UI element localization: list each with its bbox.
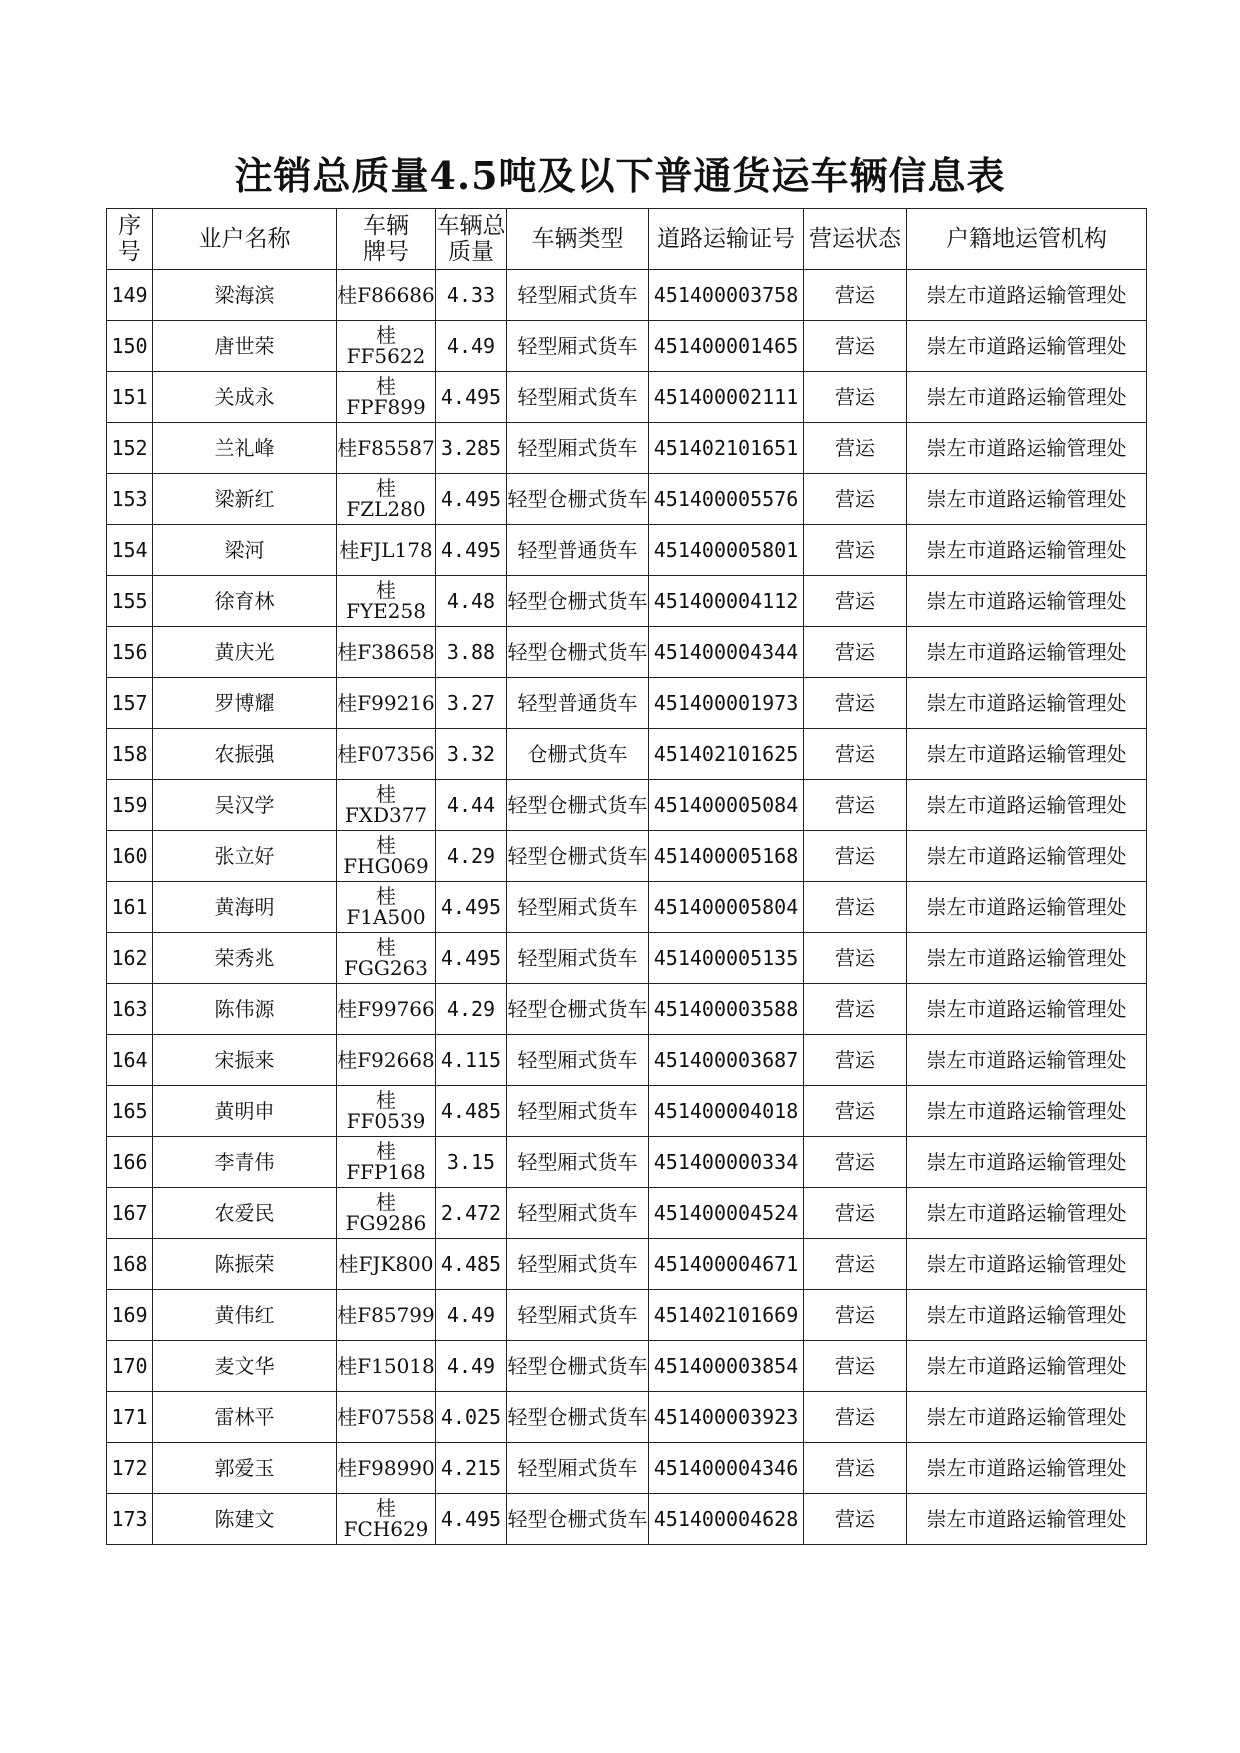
cell-org: 崇左市道路运输管理处 xyxy=(907,627,1147,678)
cell-mass: 3.27 xyxy=(436,678,507,729)
cell-owner: 梁海滨 xyxy=(153,270,337,321)
cell-plate: 桂F99216 xyxy=(337,678,436,729)
cell-vehicle-type: 轻型普通货车 xyxy=(507,525,649,576)
cell-owner: 荣秀兆 xyxy=(153,933,337,984)
cell-org: 崇左市道路运输管理处 xyxy=(907,1392,1147,1443)
cell-status: 营运 xyxy=(804,474,907,525)
cell-vehicle-type: 轻型仓栅式货车 xyxy=(507,576,649,627)
cell-status: 营运 xyxy=(804,984,907,1035)
cell-no: 169 xyxy=(107,1290,153,1341)
cell-vehicle-type: 轻型仓栅式货车 xyxy=(507,474,649,525)
table-row xyxy=(107,270,1147,321)
cell-org: 崇左市道路运输管理处 xyxy=(907,984,1147,1035)
cell-no: 154 xyxy=(107,525,153,576)
cell-status: 营运 xyxy=(804,882,907,933)
cell-plate: 桂FJL178 xyxy=(337,525,436,576)
cell-owner: 陈建文 xyxy=(153,1494,337,1545)
cell-plate: 桂FF0539 xyxy=(337,1086,436,1137)
cell-mass: 3.32 xyxy=(436,729,507,780)
cell-permit-no: 451400005801 xyxy=(649,525,804,576)
cell-plate: 桂FPF899 xyxy=(337,372,436,423)
cell-status: 营运 xyxy=(804,627,907,678)
header-plate-line2: 牌号 xyxy=(363,239,409,265)
cell-permit-no: 451402101625 xyxy=(649,729,804,780)
cell-status: 营运 xyxy=(804,1035,907,1086)
table-row xyxy=(107,882,1147,933)
cell-no: 172 xyxy=(107,1443,153,1494)
cell-owner: 张立好 xyxy=(153,831,337,882)
table-row xyxy=(107,984,1147,1035)
cell-permit-no: 451400004346 xyxy=(649,1443,804,1494)
cell-owner: 麦文华 xyxy=(153,1341,337,1392)
cell-mass: 3.285 xyxy=(436,423,507,474)
cell-no: 164 xyxy=(107,1035,153,1086)
cell-plate: 桂F99766 xyxy=(337,984,436,1035)
cell-status: 营运 xyxy=(804,1290,907,1341)
cell-vehicle-type: 轻型仓栅式货车 xyxy=(507,1341,649,1392)
header-plate xyxy=(337,209,436,270)
cell-org: 崇左市道路运输管理处 xyxy=(907,729,1147,780)
header-owner: 业户名称 xyxy=(153,209,337,270)
cell-owner: 黄明申 xyxy=(153,1086,337,1137)
cell-no: 162 xyxy=(107,933,153,984)
header-type: 车辆类型 xyxy=(507,209,649,270)
cell-no: 149 xyxy=(107,270,153,321)
cell-no: 159 xyxy=(107,780,153,831)
cell-vehicle-type: 轻型厢式货车 xyxy=(507,882,649,933)
cell-owner: 吴汉学 xyxy=(153,780,337,831)
cell-owner: 郭爱玉 xyxy=(153,1443,337,1494)
cell-status: 营运 xyxy=(804,1341,907,1392)
cell-owner: 黄伟红 xyxy=(153,1290,337,1341)
cell-mass: 4.495 xyxy=(436,372,507,423)
cell-no: 166 xyxy=(107,1137,153,1188)
cell-mass: 4.44 xyxy=(436,780,507,831)
cell-status: 营运 xyxy=(804,933,907,984)
cell-permit-no: 451400003758 xyxy=(649,270,804,321)
cell-no: 161 xyxy=(107,882,153,933)
table-row xyxy=(107,831,1147,882)
cell-mass: 4.48 xyxy=(436,576,507,627)
cell-permit-no: 451400004524 xyxy=(649,1188,804,1239)
cell-permit-no: 451400004628 xyxy=(649,1494,804,1545)
cell-permit-no: 451400005576 xyxy=(649,474,804,525)
cell-vehicle-type: 轻型厢式货车 xyxy=(507,1443,649,1494)
header-mass-line2: 质量 xyxy=(448,239,494,265)
cell-org: 崇左市道路运输管理处 xyxy=(907,1188,1147,1239)
cell-owner: 陈伟源 xyxy=(153,984,337,1035)
cell-vehicle-type: 轻型厢式货车 xyxy=(507,321,649,372)
cell-mass: 3.88 xyxy=(436,627,507,678)
table-row xyxy=(107,321,1147,372)
cell-no: 168 xyxy=(107,1239,153,1290)
cell-permit-no: 451400004018 xyxy=(649,1086,804,1137)
cell-mass: 4.215 xyxy=(436,1443,507,1494)
cell-vehicle-type: 轻型厢式货车 xyxy=(507,933,649,984)
cell-org: 崇左市道路运输管理处 xyxy=(907,1290,1147,1341)
page-title: 注销总质量4.5吨及以下普通货运车辆信息表 xyxy=(234,153,1006,198)
cell-permit-no: 451400005168 xyxy=(649,831,804,882)
cell-plate: 桂F1A500 xyxy=(337,882,436,933)
cell-plate: 桂F86686 xyxy=(337,270,436,321)
cell-plate: 桂FFP168 xyxy=(337,1137,436,1188)
cell-no: 156 xyxy=(107,627,153,678)
cell-permit-no: 451402101669 xyxy=(649,1290,804,1341)
cell-permit-no: 451400000334 xyxy=(649,1137,804,1188)
cell-no: 173 xyxy=(107,1494,153,1545)
cell-owner: 农爱民 xyxy=(153,1188,337,1239)
cell-plate: 桂FYE258 xyxy=(337,576,436,627)
cell-plate: 桂F98990 xyxy=(337,1443,436,1494)
cell-status: 营运 xyxy=(804,1392,907,1443)
cell-mass: 4.025 xyxy=(436,1392,507,1443)
cell-mass: 4.495 xyxy=(436,933,507,984)
cell-vehicle-type: 轻型厢式货车 xyxy=(507,270,649,321)
cell-org: 崇左市道路运输管理处 xyxy=(907,1341,1147,1392)
cell-status: 营运 xyxy=(804,831,907,882)
cell-vehicle-type: 轻型厢式货车 xyxy=(507,372,649,423)
cell-owner: 梁新红 xyxy=(153,474,337,525)
header-no: 序号 xyxy=(107,209,153,270)
cell-no: 150 xyxy=(107,321,153,372)
cell-no: 167 xyxy=(107,1188,153,1239)
cell-status: 营运 xyxy=(804,1239,907,1290)
header-row xyxy=(107,209,1147,270)
cell-permit-no: 451400005804 xyxy=(649,882,804,933)
cell-permit-no: 451400001973 xyxy=(649,678,804,729)
table-row xyxy=(107,1443,1147,1494)
cell-org: 崇左市道路运输管理处 xyxy=(907,678,1147,729)
cell-org: 崇左市道路运输管理处 xyxy=(907,474,1147,525)
cell-permit-no: 451402101651 xyxy=(649,423,804,474)
cell-owner: 农振强 xyxy=(153,729,337,780)
cell-status: 营运 xyxy=(804,1137,907,1188)
table-row xyxy=(107,1341,1147,1392)
cell-plate: 桂FGG263 xyxy=(337,933,436,984)
cell-permit-no: 451400003687 xyxy=(649,1035,804,1086)
cell-vehicle-type: 轻型厢式货车 xyxy=(507,1086,649,1137)
cell-plate: 桂FHG069 xyxy=(337,831,436,882)
table-row xyxy=(107,525,1147,576)
cell-mass: 4.115 xyxy=(436,1035,507,1086)
cell-owner: 兰礼峰 xyxy=(153,423,337,474)
header-org: 户籍地运管机构 xyxy=(907,209,1147,270)
cell-mass: 4.495 xyxy=(436,525,507,576)
cell-vehicle-type: 轻型仓栅式货车 xyxy=(507,1392,649,1443)
cell-plate: 桂F07356 xyxy=(337,729,436,780)
cell-org: 崇左市道路运输管理处 xyxy=(907,525,1147,576)
cell-owner: 陈振荣 xyxy=(153,1239,337,1290)
cell-mass: 4.49 xyxy=(436,321,507,372)
cell-plate: 桂FZL280 xyxy=(337,474,436,525)
cell-permit-no: 451400003923 xyxy=(649,1392,804,1443)
cell-plate: 桂F85799 xyxy=(337,1290,436,1341)
cell-permit-no: 451400005135 xyxy=(649,933,804,984)
cell-status: 营运 xyxy=(804,372,907,423)
cell-vehicle-type: 轻型仓栅式货车 xyxy=(507,984,649,1035)
table-row xyxy=(107,1494,1147,1545)
cell-owner: 唐世荣 xyxy=(153,321,337,372)
cell-mass: 4.33 xyxy=(436,270,507,321)
cell-mass: 4.495 xyxy=(436,882,507,933)
cell-org: 崇左市道路运输管理处 xyxy=(907,1494,1147,1545)
cell-owner: 关成永 xyxy=(153,372,337,423)
cell-status: 营运 xyxy=(804,270,907,321)
cell-vehicle-type: 轻型厢式货车 xyxy=(507,1035,649,1086)
cell-vehicle-type: 轻型厢式货车 xyxy=(507,1137,649,1188)
cell-org: 崇左市道路运输管理处 xyxy=(907,1239,1147,1290)
cell-org: 崇左市道路运输管理处 xyxy=(907,372,1147,423)
table-row xyxy=(107,1035,1147,1086)
table-row xyxy=(107,1188,1147,1239)
cell-owner: 宋振来 xyxy=(153,1035,337,1086)
header-status: 营运状态 xyxy=(804,209,907,270)
table-row xyxy=(107,1290,1147,1341)
cell-vehicle-type: 轻型厢式货车 xyxy=(507,1290,649,1341)
table-row xyxy=(107,423,1147,474)
cell-permit-no: 451400001465 xyxy=(649,321,804,372)
cell-status: 营运 xyxy=(804,678,907,729)
table-body xyxy=(107,270,1147,1545)
cell-permit-no: 451400004112 xyxy=(649,576,804,627)
cell-permit-no: 451400002111 xyxy=(649,372,804,423)
cell-org: 崇左市道路运输管理处 xyxy=(907,1137,1147,1188)
cell-no: 155 xyxy=(107,576,153,627)
cell-org: 崇左市道路运输管理处 xyxy=(907,933,1147,984)
cell-status: 营运 xyxy=(804,1443,907,1494)
table-row xyxy=(107,729,1147,780)
cell-status: 营运 xyxy=(804,729,907,780)
cell-org: 崇左市道路运输管理处 xyxy=(907,780,1147,831)
cell-plate: 桂F07558 xyxy=(337,1392,436,1443)
table-row xyxy=(107,576,1147,627)
cell-plate: 桂F15018 xyxy=(337,1341,436,1392)
table-row xyxy=(107,933,1147,984)
cell-mass: 3.15 xyxy=(436,1137,507,1188)
cell-no: 151 xyxy=(107,372,153,423)
cell-vehicle-type: 轻型普通货车 xyxy=(507,678,649,729)
cell-mass: 4.29 xyxy=(436,984,507,1035)
table-row xyxy=(107,627,1147,678)
cell-vehicle-type: 轻型仓栅式货车 xyxy=(507,1494,649,1545)
cell-status: 营运 xyxy=(804,780,907,831)
header-plate-line1: 车辆 xyxy=(363,213,409,239)
header-mass-line1: 车辆总 xyxy=(436,213,506,239)
cell-owner: 黄庆光 xyxy=(153,627,337,678)
table-row xyxy=(107,1086,1147,1137)
cell-plate: 桂FF5622 xyxy=(337,321,436,372)
cell-org: 崇左市道路运输管理处 xyxy=(907,576,1147,627)
cell-plate: 桂F38658 xyxy=(337,627,436,678)
cell-vehicle-type: 轻型仓栅式货车 xyxy=(507,627,649,678)
cell-org: 崇左市道路运输管理处 xyxy=(907,831,1147,882)
cell-status: 营运 xyxy=(804,1086,907,1137)
cell-permit-no: 451400004671 xyxy=(649,1239,804,1290)
cell-permit-no: 451400003854 xyxy=(649,1341,804,1392)
cell-no: 160 xyxy=(107,831,153,882)
cell-vehicle-type: 轻型仓栅式货车 xyxy=(507,831,649,882)
cell-permit-no: 451400005084 xyxy=(649,780,804,831)
cell-status: 营运 xyxy=(804,1494,907,1545)
cell-mass: 4.485 xyxy=(436,1086,507,1137)
cell-no: 153 xyxy=(107,474,153,525)
cell-owner: 徐育林 xyxy=(153,576,337,627)
cell-owner: 李青伟 xyxy=(153,1137,337,1188)
cell-mass: 2.472 xyxy=(436,1188,507,1239)
cell-vehicle-type: 轻型厢式货车 xyxy=(507,1188,649,1239)
table-row xyxy=(107,780,1147,831)
table-row xyxy=(107,1239,1147,1290)
cell-plate: 桂FJK800 xyxy=(337,1239,436,1290)
cell-vehicle-type: 轻型仓栅式货车 xyxy=(507,780,649,831)
cell-vehicle-type: 仓栅式货车 xyxy=(507,729,649,780)
header-permit: 道路运输证号 xyxy=(649,209,804,270)
cell-permit-no: 451400003588 xyxy=(649,984,804,1035)
header-mass xyxy=(436,209,507,270)
cell-org: 崇左市道路运输管理处 xyxy=(907,270,1147,321)
cell-mass: 4.495 xyxy=(436,1494,507,1545)
cell-owner: 罗博耀 xyxy=(153,678,337,729)
cell-no: 165 xyxy=(107,1086,153,1137)
cell-plate: 桂F92668 xyxy=(337,1035,436,1086)
cell-owner: 黄海明 xyxy=(153,882,337,933)
cell-status: 营运 xyxy=(804,423,907,474)
table-row xyxy=(107,678,1147,729)
cell-org: 崇左市道路运输管理处 xyxy=(907,423,1147,474)
cell-plate: 桂FXD377 xyxy=(337,780,436,831)
cell-org: 崇左市道路运输管理处 xyxy=(907,1035,1147,1086)
cell-owner: 梁河 xyxy=(153,525,337,576)
cell-vehicle-type: 轻型厢式货车 xyxy=(507,1239,649,1290)
cell-mass: 4.495 xyxy=(436,474,507,525)
cell-no: 163 xyxy=(107,984,153,1035)
cell-plate: 桂FCH629 xyxy=(337,1494,436,1545)
cell-no: 158 xyxy=(107,729,153,780)
cell-mass: 4.485 xyxy=(436,1239,507,1290)
cell-no: 157 xyxy=(107,678,153,729)
table-row xyxy=(107,1392,1147,1443)
table-row xyxy=(107,1137,1147,1188)
cell-no: 171 xyxy=(107,1392,153,1443)
cell-owner: 雷林平 xyxy=(153,1392,337,1443)
cell-status: 营运 xyxy=(804,576,907,627)
cell-mass: 4.29 xyxy=(436,831,507,882)
cell-org: 崇左市道路运输管理处 xyxy=(907,1443,1147,1494)
cell-org: 崇左市道路运输管理处 xyxy=(907,321,1147,372)
cell-status: 营运 xyxy=(804,321,907,372)
cell-vehicle-type: 轻型厢式货车 xyxy=(507,423,649,474)
cell-permit-no: 451400004344 xyxy=(649,627,804,678)
vehicle-info-table xyxy=(106,208,1147,1545)
cell-status: 营运 xyxy=(804,525,907,576)
cell-status: 营运 xyxy=(804,1188,907,1239)
table-row xyxy=(107,474,1147,525)
cell-no: 170 xyxy=(107,1341,153,1392)
cell-plate: 桂FG9286 xyxy=(337,1188,436,1239)
cell-org: 崇左市道路运输管理处 xyxy=(907,1086,1147,1137)
cell-mass: 4.49 xyxy=(436,1341,507,1392)
cell-mass: 4.49 xyxy=(436,1290,507,1341)
cell-org: 崇左市道路运输管理处 xyxy=(907,882,1147,933)
cell-no: 152 xyxy=(107,423,153,474)
cell-plate: 桂F85587 xyxy=(337,423,436,474)
table-row xyxy=(107,372,1147,423)
